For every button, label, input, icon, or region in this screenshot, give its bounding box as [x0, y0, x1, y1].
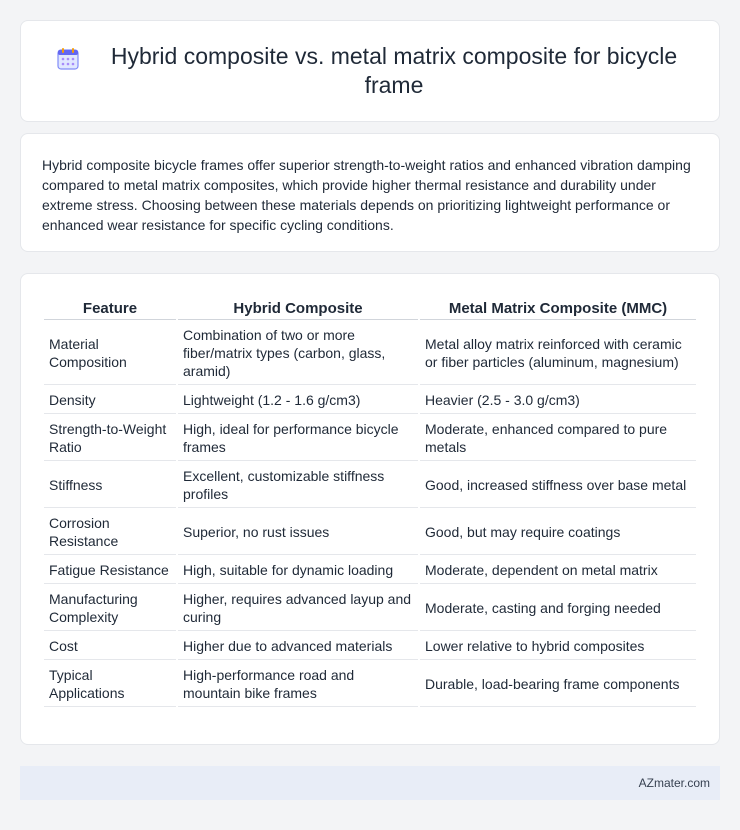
feature-cell: Cost [44, 633, 176, 660]
table-row [44, 322, 696, 385]
hybrid-cell: High-performance road and mountain bike frames [178, 662, 418, 707]
feature-cell: Stiffness [44, 463, 176, 508]
feature-cell: Material Composition [44, 322, 176, 385]
footer [20, 766, 720, 800]
hybrid-cell: Higher due to advanced materials [178, 633, 418, 660]
table-header-row [44, 298, 696, 320]
feature-cell: Corrosion Resistance [44, 510, 176, 555]
footer-brand: AZmater.com [638, 776, 710, 790]
summary-text: Hybrid composite bicycle frames offer superior strength-to-weight ratios and enhanced vibration damping compared to metal matrix composites, which provide higher thermal resistance and durability under extreme stress. Choosing between these materials depends on prioritizing lightweight performance or enhanced wear resistance for specific cycling conditions. [42, 157, 691, 233]
comparison-table [42, 296, 698, 709]
hybrid-cell: Lightweight (1.2 - 1.6 g/cm3) [178, 387, 418, 414]
mmc-cell: Good, increased stiffness over base metal [420, 463, 696, 508]
mmc-cell: Metal alloy matrix reinforced with ceramic or fiber particles (aluminum, magnesium) [420, 322, 696, 385]
feature-cell: Density [44, 387, 176, 414]
feature-cell: Strength-to-Weight Ratio [44, 416, 176, 461]
page-title: Hybrid composite vs. metal matrix composite for bicycle frame [110, 43, 678, 98]
table-row [44, 416, 696, 461]
feature-cell: Manufacturing Complexity [44, 586, 176, 631]
hybrid-cell: Higher, requires advanced layup and curing [178, 586, 418, 631]
hybrid-cell: High, suitable for dynamic loading [178, 557, 418, 584]
title-card [20, 20, 720, 122]
mmc-cell: Lower relative to hybrid composites [420, 633, 696, 660]
mmc-cell: Heavier (2.5 - 3.0 g/cm3) [420, 387, 696, 414]
table-row [44, 387, 696, 414]
hybrid-cell: Superior, no rust issues [178, 510, 418, 555]
mmc-cell: Moderate, casting and forging needed [420, 586, 696, 631]
table-row [44, 510, 696, 555]
mmc-cell: Good, but may require coatings [420, 510, 696, 555]
mmc-cell: Moderate, dependent on metal matrix [420, 557, 696, 584]
table-row [44, 662, 696, 707]
hybrid-cell: High, ideal for performance bicycle frames [178, 416, 418, 461]
table-row [44, 586, 696, 631]
title-wrap [41, 42, 699, 100]
feature-cell: Typical Applications [44, 662, 176, 707]
table-row [44, 463, 696, 508]
mmc-cell: Moderate, enhanced compared to pure metals [420, 416, 696, 461]
header-hybrid-composite: Hybrid Composite [178, 298, 418, 320]
table-row [44, 633, 696, 660]
feature-cell: Fatigue Resistance [44, 557, 176, 584]
header-feature: Feature [44, 298, 176, 320]
summary-card [20, 133, 720, 252]
table-row [44, 557, 696, 584]
comparison-table-card [20, 273, 720, 745]
hybrid-cell: Excellent, customizable stiffness profiles [178, 463, 418, 508]
calendar-icon [55, 46, 81, 72]
hybrid-cell: Combination of two or more fiber/matrix types (carbon, glass, aramid) [178, 322, 418, 385]
mmc-cell: Durable, load-bearing frame components [420, 662, 696, 707]
header-metal-matrix-composite: Metal Matrix Composite (MMC) [420, 298, 696, 320]
